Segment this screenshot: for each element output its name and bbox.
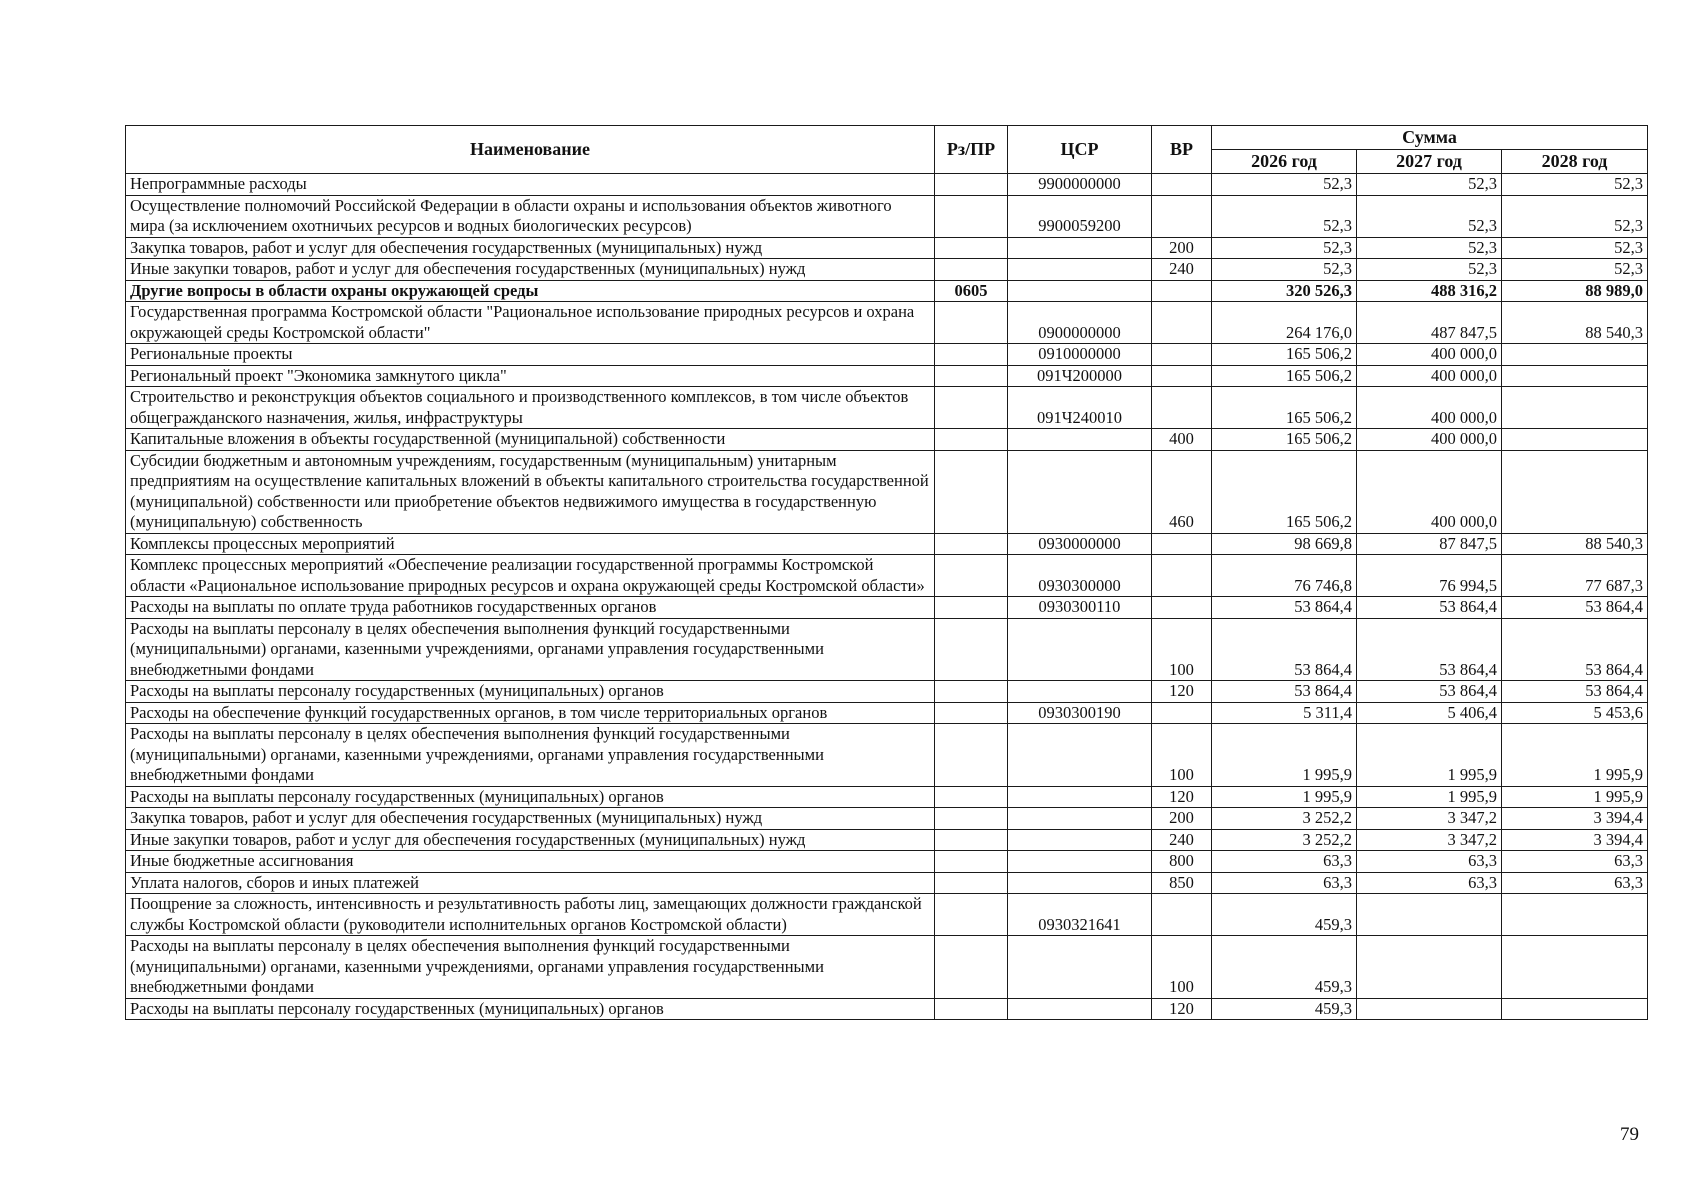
cell-2027: 87 847,5: [1357, 533, 1502, 555]
cell-rz: [935, 174, 1008, 196]
cell-2027: 63,3: [1357, 851, 1502, 873]
cell-vr: 100: [1152, 618, 1212, 681]
cell-2028: 53 864,4: [1502, 597, 1648, 619]
cell-2027: 63,3: [1357, 872, 1502, 894]
page-number: 79: [1620, 1124, 1639, 1145]
cell-name: Иные закупки товаров, работ и услуг для обеспечения государственных (муниципальных) нужд: [126, 829, 935, 851]
cell-vr: 850: [1152, 872, 1212, 894]
cell-2027: 400 000,0: [1357, 344, 1502, 366]
cell-csr: [1008, 808, 1152, 830]
header-csr: ЦСР: [1008, 126, 1152, 174]
cell-2026: 320 526,3: [1212, 280, 1357, 302]
cell-2026: 1 995,9: [1212, 786, 1357, 808]
cell-2027: 53 864,4: [1357, 597, 1502, 619]
cell-2027: 3 347,2: [1357, 829, 1502, 851]
table-row: [126, 597, 1648, 619]
table-row: [126, 894, 1648, 936]
cell-name: Иные бюджетные ассигнования: [126, 851, 935, 873]
header-year-2028: 2028 год: [1502, 150, 1648, 174]
cell-name: Строительство и реконструкция объектов социального и производственного комплексов, в том числе объектов общегражданского назначения, жилья, инфраструктуры: [126, 387, 935, 429]
cell-name: Расходы на обеспечение функций государственных органов, в том числе территориальных органов: [126, 702, 935, 724]
table-row: [126, 429, 1648, 451]
cell-rz: [935, 894, 1008, 936]
cell-rz: [935, 450, 1008, 533]
cell-csr: [1008, 998, 1152, 1020]
table-row: [126, 829, 1648, 851]
cell-2028: [1502, 429, 1648, 451]
cell-vr: [1152, 302, 1212, 344]
cell-2027: 488 316,2: [1357, 280, 1502, 302]
cell-csr: 9900059200: [1008, 195, 1152, 237]
cell-2028: 63,3: [1502, 872, 1648, 894]
table-row: [126, 174, 1648, 196]
cell-vr: [1152, 280, 1212, 302]
cell-name: Комплексы процессных мероприятий: [126, 533, 935, 555]
cell-2026: 459,3: [1212, 998, 1357, 1020]
cell-2028: 63,3: [1502, 851, 1648, 873]
cell-2027: 52,3: [1357, 259, 1502, 281]
table-row: [126, 681, 1648, 703]
cell-2028: 3 394,4: [1502, 829, 1648, 851]
header-name: Наименование: [126, 126, 935, 174]
cell-name: Государственная программа Костромской области "Рациональное использование природных ресурсов и охрана окружающей среды Костромской области": [126, 302, 935, 344]
cell-vr: [1152, 195, 1212, 237]
cell-vr: 400: [1152, 429, 1212, 451]
cell-vr: [1152, 387, 1212, 429]
cell-rz: [935, 998, 1008, 1020]
cell-2027: 400 000,0: [1357, 387, 1502, 429]
cell-2027: 400 000,0: [1357, 365, 1502, 387]
cell-csr: [1008, 259, 1152, 281]
cell-2026: 53 864,4: [1212, 597, 1357, 619]
cell-csr: 0900000000: [1008, 302, 1152, 344]
cell-name: Осуществление полномочий Российской Федерации в области охраны и использования объектов животного мира (за исключением охотничьих ресурсов и водных биологических ресурсов): [126, 195, 935, 237]
cell-csr: [1008, 872, 1152, 894]
cell-2027: [1357, 936, 1502, 999]
table-row: [126, 555, 1648, 597]
cell-2028: 52,3: [1502, 259, 1648, 281]
cell-vr: 800: [1152, 851, 1212, 873]
cell-csr: [1008, 280, 1152, 302]
table-row: [126, 237, 1648, 259]
cell-2028: 88 989,0: [1502, 280, 1648, 302]
cell-vr: 120: [1152, 681, 1212, 703]
cell-2028: [1502, 450, 1648, 533]
cell-2027: 1 995,9: [1357, 786, 1502, 808]
cell-csr: [1008, 618, 1152, 681]
cell-rz: [935, 786, 1008, 808]
table-row: [126, 724, 1648, 787]
cell-name: Расходы на выплаты персоналу в целях обеспечения выполнения функций государственными (муниципальными) органами, казенными учреждениями, органами управления государственными внебюджетными фондами: [126, 618, 935, 681]
cell-name: Расходы на выплаты персоналу в целях обеспечения выполнения функций государственными (муниципальными) органами, казенными учреждениями, органами управления государственными внебюджетными фондами: [126, 936, 935, 999]
cell-csr: [1008, 829, 1152, 851]
cell-2026: 53 864,4: [1212, 618, 1357, 681]
cell-2028: [1502, 936, 1648, 999]
cell-vr: [1152, 894, 1212, 936]
cell-name: Закупка товаров, работ и услуг для обеспечения государственных (муниципальных) нужд: [126, 808, 935, 830]
table-row: [126, 808, 1648, 830]
cell-2028: [1502, 365, 1648, 387]
cell-rz: [935, 829, 1008, 851]
cell-2026: 76 746,8: [1212, 555, 1357, 597]
cell-csr: 9900000000: [1008, 174, 1152, 196]
cell-rz: [935, 597, 1008, 619]
cell-vr: 120: [1152, 998, 1212, 1020]
cell-2027: 1 995,9: [1357, 724, 1502, 787]
cell-2026: 5 311,4: [1212, 702, 1357, 724]
cell-2028: [1502, 387, 1648, 429]
cell-name: Расходы на выплаты персоналу в целях обеспечения выполнения функций государственными (муниципальными) органами, казенными учреждениями, органами управления государственными внебюджетными фондами: [126, 724, 935, 787]
cell-2027: 3 347,2: [1357, 808, 1502, 830]
cell-name: Комплекс процессных мероприятий «Обеспечение реализации государственной программы Костромской области «Рациональное использование природных ресурсов и охрана окружающей среды Костромской области»: [126, 555, 935, 597]
table-row: [126, 450, 1648, 533]
cell-2026: 52,3: [1212, 174, 1357, 196]
cell-2027: 76 994,5: [1357, 555, 1502, 597]
cell-vr: 100: [1152, 936, 1212, 999]
cell-2026: 165 506,2: [1212, 365, 1357, 387]
cell-2027: [1357, 894, 1502, 936]
cell-2026: 264 176,0: [1212, 302, 1357, 344]
table-row: [126, 786, 1648, 808]
cell-2028: 77 687,3: [1502, 555, 1648, 597]
cell-vr: [1152, 365, 1212, 387]
table-row: [126, 618, 1648, 681]
cell-csr: 0930321641: [1008, 894, 1152, 936]
cell-rz: 0605: [935, 280, 1008, 302]
cell-2027: [1357, 998, 1502, 1020]
table-row: [126, 851, 1648, 873]
cell-2027: 400 000,0: [1357, 450, 1502, 533]
cell-2026: 63,3: [1212, 851, 1357, 873]
cell-name: Региональные проекты: [126, 344, 935, 366]
budget-table: [125, 125, 1648, 1020]
cell-csr: [1008, 450, 1152, 533]
cell-2028: 1 995,9: [1502, 724, 1648, 787]
cell-vr: 240: [1152, 829, 1212, 851]
cell-rz: [935, 872, 1008, 894]
cell-2026: 3 252,2: [1212, 808, 1357, 830]
header-year-2027: 2027 год: [1357, 150, 1502, 174]
cell-2028: [1502, 894, 1648, 936]
cell-2026: 52,3: [1212, 237, 1357, 259]
cell-name: Уплата налогов, сборов и иных платежей: [126, 872, 935, 894]
cell-name: Поощрение за сложность, интенсивность и результативность работы лиц, замещающих должности гражданской службы Костромской области (руководители исполнительных органов Костромской области): [126, 894, 935, 936]
cell-vr: [1152, 597, 1212, 619]
cell-vr: [1152, 344, 1212, 366]
header-sum: Сумма: [1212, 126, 1648, 150]
cell-2027: 400 000,0: [1357, 429, 1502, 451]
cell-vr: [1152, 555, 1212, 597]
cell-csr: 0930300110: [1008, 597, 1152, 619]
cell-name: Капитальные вложения в объекты государственной (муниципальной) собственности: [126, 429, 935, 451]
cell-vr: [1152, 174, 1212, 196]
table-row: [126, 533, 1648, 555]
header-vr: ВР: [1152, 126, 1212, 174]
cell-2028: 5 453,6: [1502, 702, 1648, 724]
cell-2028: 88 540,3: [1502, 302, 1648, 344]
cell-rz: [935, 533, 1008, 555]
cell-name: Региональный проект "Экономика замкнутого цикла": [126, 365, 935, 387]
cell-2028: 52,3: [1502, 237, 1648, 259]
cell-2028: [1502, 998, 1648, 1020]
cell-2026: 165 506,2: [1212, 387, 1357, 429]
cell-2027: 52,3: [1357, 195, 1502, 237]
cell-name: Иные закупки товаров, работ и услуг для обеспечения государственных (муниципальных) нужд: [126, 259, 935, 281]
header-rz: Рз/ПР: [935, 126, 1008, 174]
cell-rz: [935, 851, 1008, 873]
table-row: [126, 195, 1648, 237]
cell-2028: 52,3: [1502, 195, 1648, 237]
cell-rz: [935, 237, 1008, 259]
cell-2026: 98 669,8: [1212, 533, 1357, 555]
cell-csr: 0930000000: [1008, 533, 1152, 555]
cell-vr: 460: [1152, 450, 1212, 533]
cell-2026: 53 864,4: [1212, 681, 1357, 703]
cell-name: Расходы на выплаты персоналу государственных (муниципальных) органов: [126, 998, 935, 1020]
cell-vr: 200: [1152, 808, 1212, 830]
cell-rz: [935, 387, 1008, 429]
table-row: [126, 387, 1648, 429]
table-header: [126, 126, 1648, 174]
cell-rz: [935, 618, 1008, 681]
cell-csr: 0910000000: [1008, 344, 1152, 366]
cell-2027: 53 864,4: [1357, 681, 1502, 703]
cell-2026: 165 506,2: [1212, 344, 1357, 366]
table-row: [126, 872, 1648, 894]
cell-2028: [1502, 344, 1648, 366]
cell-csr: [1008, 936, 1152, 999]
header-year-2026: 2026 год: [1212, 150, 1357, 174]
cell-csr: 091Ч240010: [1008, 387, 1152, 429]
cell-rz: [935, 936, 1008, 999]
table-row: [126, 936, 1648, 999]
cell-rz: [935, 195, 1008, 237]
cell-2028: 88 540,3: [1502, 533, 1648, 555]
cell-2026: 165 506,2: [1212, 450, 1357, 533]
cell-csr: 0930300190: [1008, 702, 1152, 724]
cell-csr: [1008, 237, 1152, 259]
cell-rz: [935, 259, 1008, 281]
cell-vr: [1152, 702, 1212, 724]
cell-2028: 52,3: [1502, 174, 1648, 196]
cell-name: Расходы на выплаты по оплате труда работников государственных органов: [126, 597, 935, 619]
cell-rz: [935, 555, 1008, 597]
cell-2026: 1 995,9: [1212, 724, 1357, 787]
cell-2028: 53 864,4: [1502, 681, 1648, 703]
cell-2027: 53 864,4: [1357, 618, 1502, 681]
cell-2026: 52,3: [1212, 195, 1357, 237]
table-row: [126, 302, 1648, 344]
cell-rz: [935, 302, 1008, 344]
cell-rz: [935, 702, 1008, 724]
cell-rz: [935, 344, 1008, 366]
cell-2026: 165 506,2: [1212, 429, 1357, 451]
cell-csr: 0930300000: [1008, 555, 1152, 597]
table-row: [126, 365, 1648, 387]
table-row: [126, 280, 1648, 302]
table-body: [126, 174, 1648, 1020]
cell-2026: 63,3: [1212, 872, 1357, 894]
cell-rz: [935, 681, 1008, 703]
cell-rz: [935, 808, 1008, 830]
cell-name: Субсидии бюджетным и автономным учреждениям, государственным (муниципальным) унитарным предприятиям на осуществление капитальных вложений в объекты капитального строительства государственной (муниципальной) собственности или приобретение объектов недвижимого имущества в государственную (муниципальную) собственность: [126, 450, 935, 533]
cell-csr: 091Ч200000: [1008, 365, 1152, 387]
cell-csr: [1008, 786, 1152, 808]
cell-2028: 3 394,4: [1502, 808, 1648, 830]
cell-2026: 3 252,2: [1212, 829, 1357, 851]
cell-2027: 487 847,5: [1357, 302, 1502, 344]
cell-rz: [935, 429, 1008, 451]
cell-csr: [1008, 429, 1152, 451]
cell-vr: [1152, 533, 1212, 555]
cell-name: Расходы на выплаты персоналу государственных (муниципальных) органов: [126, 681, 935, 703]
cell-2028: 1 995,9: [1502, 786, 1648, 808]
cell-vr: 100: [1152, 724, 1212, 787]
cell-name: Непрограммные расходы: [126, 174, 935, 196]
cell-vr: 200: [1152, 237, 1212, 259]
table-row: [126, 259, 1648, 281]
table-row: [126, 998, 1648, 1020]
table-row: [126, 344, 1648, 366]
cell-2026: 52,3: [1212, 259, 1357, 281]
cell-2027: 52,3: [1357, 237, 1502, 259]
cell-2028: 53 864,4: [1502, 618, 1648, 681]
cell-2026: 459,3: [1212, 936, 1357, 999]
cell-2027: 5 406,4: [1357, 702, 1502, 724]
cell-name: Другие вопросы в области охраны окружающей среды: [126, 280, 935, 302]
cell-rz: [935, 724, 1008, 787]
table-row: [126, 702, 1648, 724]
cell-vr: 240: [1152, 259, 1212, 281]
cell-name: Расходы на выплаты персоналу государственных (муниципальных) органов: [126, 786, 935, 808]
cell-name: Закупка товаров, работ и услуг для обеспечения государственных (муниципальных) нужд: [126, 237, 935, 259]
cell-csr: [1008, 681, 1152, 703]
cell-2026: 459,3: [1212, 894, 1357, 936]
cell-csr: [1008, 851, 1152, 873]
cell-csr: [1008, 724, 1152, 787]
cell-vr: 120: [1152, 786, 1212, 808]
cell-2027: 52,3: [1357, 174, 1502, 196]
cell-rz: [935, 365, 1008, 387]
